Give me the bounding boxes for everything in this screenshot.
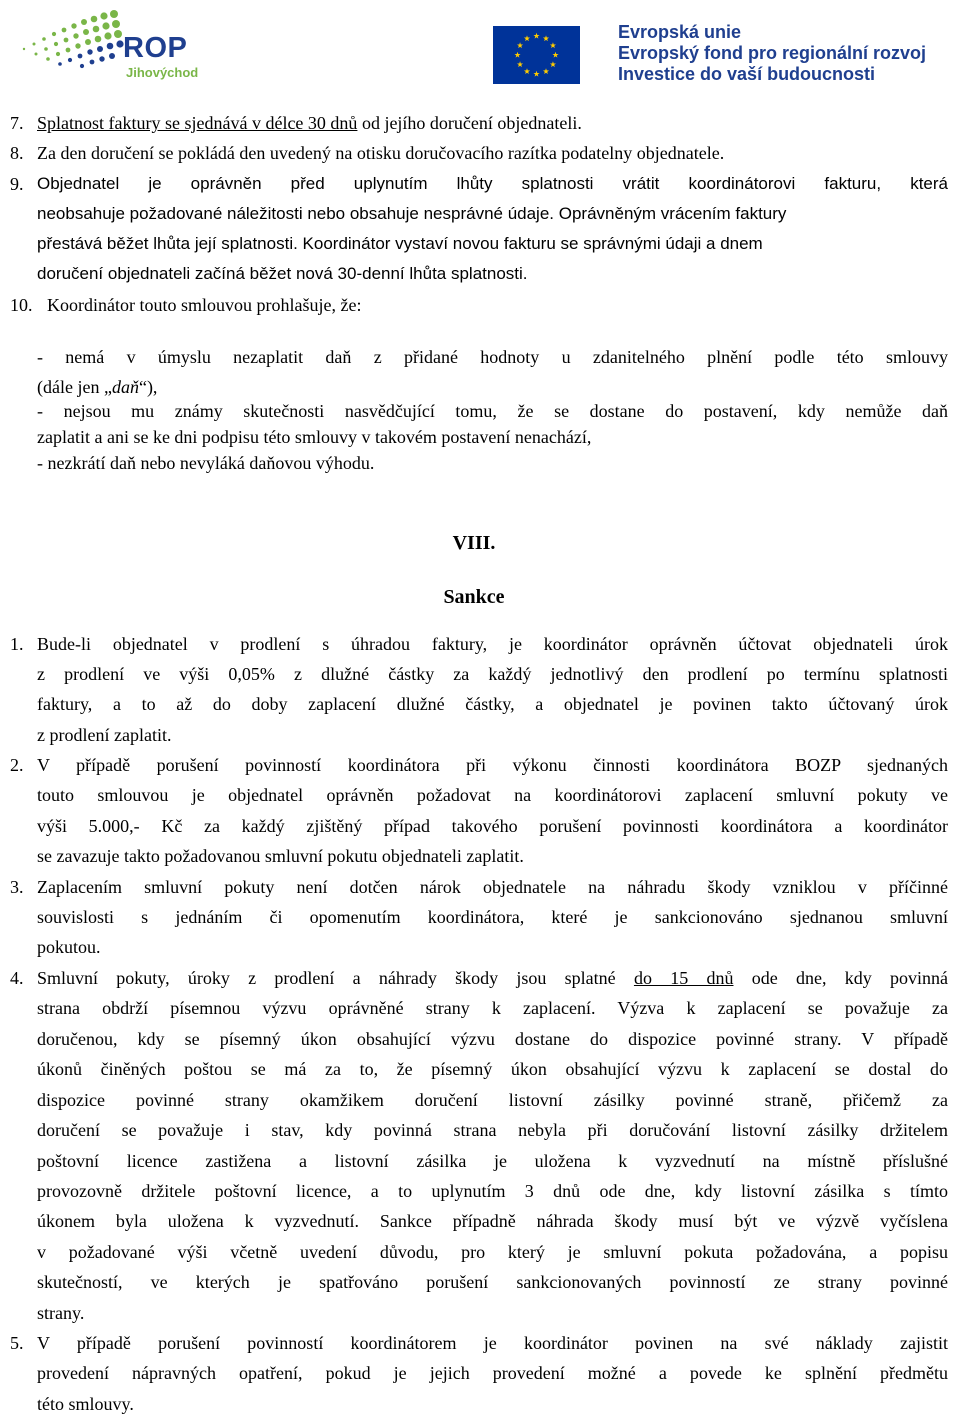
bullet-line: - nemá v úmyslu nezaplatit daň z přidané hodnoty u zdanitelného plnění podle této smlouvy [37, 347, 948, 367]
sanction-line: Bude-li objednatel v prodlení s úhradou faktury, je koordinátor oprávněn účtovat objednateli úrok [37, 634, 948, 654]
item-number: 4. [10, 968, 24, 988]
bullet-line: - nejsou mu známy skutečnosti nasvědčující tomu, že se dostane do postavení, kdy nemůže daň [37, 401, 948, 421]
item-number: 9. [10, 174, 24, 194]
sanction-line: Smluvní pokuty, úroky z prodlení a náhrady škody jsou splatné do 15 dnů ode dne, kdy povinná [37, 968, 948, 988]
sanction-line: touto smlouvou je objednatel oprávněn požadovat na koordinátorovi zaplacení smluvní pokuty ve [37, 785, 948, 805]
sanction-line: souvislosti s jednáním či opomenutím koordinátora, které je sankcionováno sjednanou smluvní [37, 907, 948, 927]
bullet-line: (dále jen „daň“), [37, 377, 158, 397]
item-9-line: doručení objednateli začíná běžet nová 30-denní lhůta splatnosti. [37, 264, 528, 283]
sanction-line: V případě porušení povinností koordinátora při výkonu činnosti koordinátora BOZP sjednaných [37, 755, 948, 775]
eu-line-2: Evropský fond pro regionální rozvoj [618, 43, 927, 63]
sanction-line: V případě porušení povinností koordinátorem je koordinátor povinen na své náklady zajistit [37, 1333, 948, 1353]
item-number: 1. [10, 634, 24, 654]
sanction-line: pokutou. [37, 937, 101, 957]
bullet-line: - nezkrátí daň nebo nevyláká daňovou výhodu. [37, 453, 375, 473]
underlined-text: do 15 dnů [633, 968, 734, 988]
item-number: 8. [10, 143, 24, 163]
item-10-text: Koordinátor touto smlouvou prohlašuje, že: [47, 295, 362, 315]
item-9-line: neobsahuje požadované náležitosti nebo obsahuje nesprávné údaje. Oprávněným vrácením faktury [37, 204, 787, 223]
sanction-line: faktury, a to až do doby zaplacení dlužné částky, a objednatel je povinen takto účtovaný úrok [37, 694, 948, 714]
rop-logo-title: ROP [123, 32, 188, 64]
sanction-line: výši 5.000,- Kč za každý zjištěný případ takového porušení povinnosti koordinátora a koordinátor [37, 816, 948, 836]
sanction-line: poštovní licence zastižena a listovní zásilka je uložena k vyzvednutí na místně příslušné [37, 1151, 948, 1171]
item-7-text: Splatnost faktury se sjednává v délce 30 dnů od jejího doručení objednateli. [37, 113, 582, 133]
item-number: 2. [10, 755, 24, 775]
section-number: VIII. [452, 532, 496, 554]
section-title: Sankce [443, 586, 505, 608]
sanction-line: úkonů činěných poštou se má za to, že písemný úkon obsahující výzvu k zaplacení se dostal do [37, 1059, 948, 1079]
sanction-line: v požadované výši včetně uvedení důvodu, pro který je smluvní pokuta požadována, a popisu [37, 1242, 948, 1262]
sanction-line: provozovně držitele poštovní licence, a to uplynutím 3 dnů ode dne, kdy listovní zásilka s tímto [37, 1181, 948, 1201]
sanction-line: z prodlení zaplatit. [37, 725, 172, 745]
item-9-line: přestává běžet lhůta její splatnosti. Koordinátor vystaví novou fakturu se správnými údaji a dnem [37, 234, 763, 253]
item-number: 10. [10, 295, 33, 315]
item-9-line: Objednatel je oprávněn před uplynutím lhůty splatnosti vrátit koordinátorovi fakturu, která [37, 174, 948, 193]
rop-logo-subtitle: Jihovýchod [126, 65, 199, 80]
bullet-line: zaplatit a ani se ke dni podpisu této smlouvy v takovém postavení nenachází, [37, 427, 592, 447]
eu-flag-icon [493, 26, 580, 84]
sanction-line: strany. [37, 1303, 85, 1323]
sanction-line: provedení nápravných opatření, pokud je jejich provedení možné a povede ke splnění předmětu [37, 1363, 948, 1383]
eu-line-1: Evropská unie [618, 22, 742, 42]
item-number: 7. [10, 113, 24, 133]
sanction-line: doručenou, kdy se písemný úkon obsahující výzvu dostane do dispozice povinné strany. V případě [37, 1029, 948, 1049]
sanction-line: dispozice povinné strany okamžikem doručení listovní zásilky povinné straně, přičemž za [37, 1090, 948, 1110]
sanction-line: skutečností, ve kterých je spatřováno porušení sankcionovaných povinností ze strany povinné [37, 1272, 948, 1292]
sanction-line: úkonem byla uložena k vyzvednutí. Sankce případně náhrada škody musí být ve výzvě vyčíslena [37, 1211, 948, 1231]
item-number: 3. [10, 877, 24, 897]
sanction-line: doručení se považuje i stav, kdy povinná strana nebyla při doručování listovní zásilky držitelem [37, 1120, 948, 1140]
item-number: 5. [10, 1333, 24, 1353]
sanction-line: této smlouvy. [37, 1394, 134, 1414]
eu-logo-text [618, 22, 926, 85]
sanction-line: strana obdrží písemnou výzvu oprávněné strany k zaplacení. Výzva k zaplacení se považuje za [37, 998, 948, 1018]
item-8-text: Za den doručení se pokládá den uvedený na otisku doručovacího razítka podatelny objednatele. [37, 143, 725, 163]
document-header [0, 0, 960, 95]
sanction-line: se zavazuje takto požadovanou smluvní pokutu objednateli zaplatit. [37, 846, 524, 866]
eu-line-3: Investice do vaší budoucnosti [618, 64, 876, 84]
underlined-text: Splatnost faktury se sjednává v délce 30 dnů [37, 113, 358, 133]
sanction-line: z prodlení ve výši 0,05% z dlužné částky za každý jednotlivý den prodlení po termínu splatnosti [37, 664, 948, 684]
sanction-line: Zaplacením smluvní pokuty není dotčen nárok objednatele na náhradu škody vzniklou v příčinné [37, 877, 948, 897]
